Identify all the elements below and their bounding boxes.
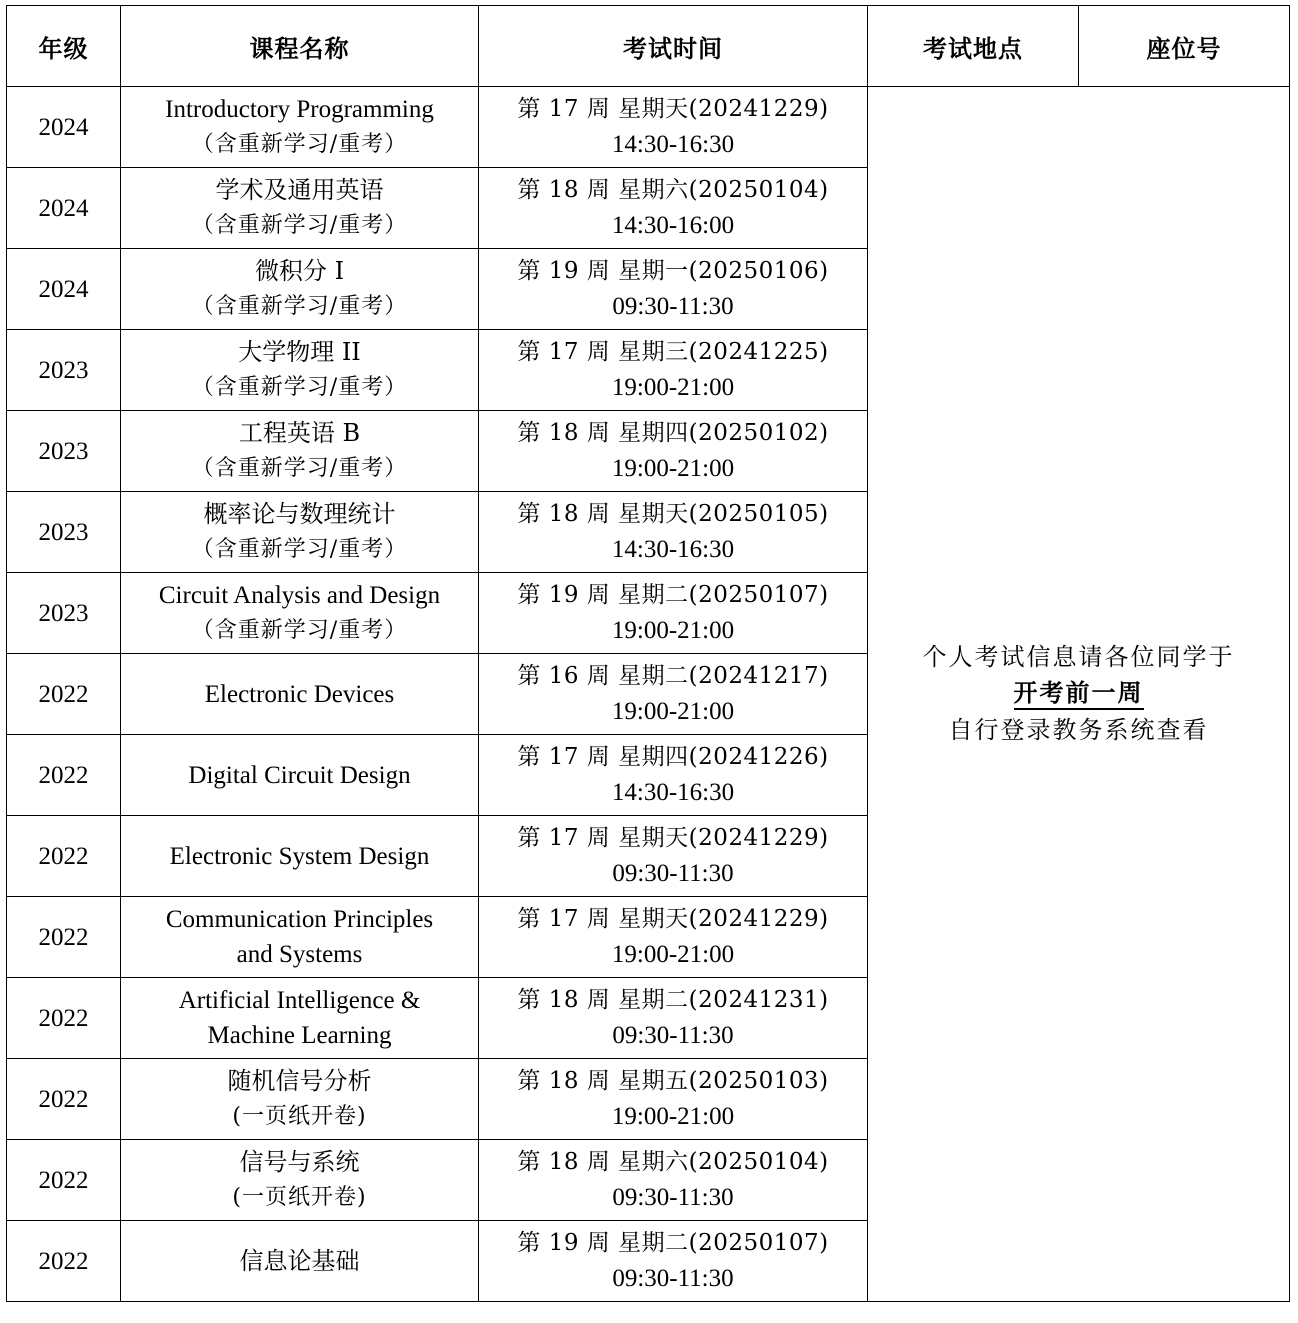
course-note: （含重新学习/重考） — [191, 618, 408, 643]
course-name: 工程英语 B — [238, 419, 361, 447]
exam-week-day: 第 17 周 星期三(20241225) — [517, 339, 829, 365]
exam-time-cell — [479, 1221, 868, 1302]
grade-cell: 2023 — [7, 330, 121, 411]
course-cell — [121, 978, 479, 1059]
grade-cell: 2022 — [7, 897, 121, 978]
exam-time-cell — [479, 492, 868, 573]
note-line-1: 个人考试信息请各位同学于 — [922, 643, 1235, 671]
course-name: 信号与系统 — [239, 1148, 360, 1176]
grade-cell: 2022 — [7, 978, 121, 1059]
exam-week-day: 第 18 周 星期天(20250105) — [517, 501, 829, 527]
course-note: （含重新学习/重考） — [191, 456, 408, 481]
grade-cell: 2023 — [7, 492, 121, 573]
course-note: Machine Learning — [207, 1022, 392, 1049]
table-row — [7, 87, 1290, 168]
exam-week-day: 第 18 周 星期六(20250104) — [517, 177, 829, 203]
exam-time-range: 19:00-21:00 — [611, 1103, 735, 1130]
course-name: 信息论基础 — [239, 1246, 360, 1275]
course-name: 学术及通用英语 — [215, 176, 384, 204]
grade-cell: 2024 — [7, 168, 121, 249]
exam-week-day: 第 18 周 星期五(20250103) — [517, 1068, 829, 1094]
header-time: 考试时间 — [479, 6, 868, 87]
exam-time-range: 14:30-16:30 — [611, 536, 735, 563]
exam-time-range: 14:30-16:30 — [611, 779, 735, 806]
exam-time-cell — [479, 411, 868, 492]
course-cell — [121, 816, 479, 897]
exam-time-range: 14:30-16:30 — [611, 131, 735, 158]
header-course: 课程名称 — [121, 6, 479, 87]
exam-week-day: 第 16 周 星期二(20241217) — [517, 663, 829, 689]
grade-cell: 2022 — [7, 654, 121, 735]
exam-time-cell — [479, 897, 868, 978]
exam-week-day: 第 18 周 星期四(20250102) — [517, 420, 829, 446]
exam-week-day: 第 19 周 星期一(20250106) — [517, 258, 829, 284]
course-note: (一页纸开卷) — [232, 1104, 367, 1129]
course-cell — [121, 897, 479, 978]
exam-time-cell — [479, 1140, 868, 1221]
exam-time-cell — [479, 168, 868, 249]
course-name: 随机信号分析 — [227, 1067, 372, 1095]
course-cell — [121, 1140, 479, 1221]
exam-time-range: 19:00-21:00 — [611, 698, 735, 725]
note-line-3: 自行登录教务系统查看 — [948, 716, 1209, 744]
exam-time-range: 19:00-21:00 — [611, 455, 735, 482]
course-cell — [121, 492, 479, 573]
exam-time-range: 09:30-11:30 — [612, 1265, 734, 1292]
course-note: and Systems — [236, 941, 363, 968]
exam-time-cell — [479, 330, 868, 411]
exam-time-cell — [479, 735, 868, 816]
exam-time-cell — [479, 978, 868, 1059]
course-note: （含重新学习/重考） — [191, 213, 408, 238]
course-name: 大学物理 II — [238, 338, 361, 366]
exam-time-range: 09:30-11:30 — [612, 860, 734, 887]
exam-time-range: 09:30-11:30 — [612, 1184, 734, 1211]
exam-week-day: 第 17 周 星期四(20241226) — [517, 744, 829, 770]
course-cell — [121, 654, 479, 735]
exam-schedule-table — [6, 5, 1290, 1302]
note-line-2-wrapper — [868, 675, 1289, 713]
exam-week-day: 第 18 周 星期六(20250104) — [517, 1149, 829, 1175]
exam-time-range: 09:30-11:30 — [612, 293, 734, 320]
grade-cell: 2023 — [7, 573, 121, 654]
course-note: （含重新学习/重考） — [191, 294, 408, 319]
course-name: 微积分 I — [254, 257, 345, 285]
grade-cell: 2022 — [7, 1140, 121, 1221]
exam-time-cell — [479, 87, 868, 168]
exam-week-day: 第 17 周 星期天(20241229) — [517, 96, 829, 122]
course-note: (一页纸开卷) — [232, 1185, 367, 1210]
exam-time-range: 09:30-11:30 — [612, 1022, 734, 1049]
grade-cell: 2022 — [7, 1059, 121, 1140]
course-cell — [121, 249, 479, 330]
course-name: 概率论与数理统计 — [203, 500, 396, 528]
note-emphasis: 开考前一周 — [1014, 678, 1144, 710]
grade-cell: 2022 — [7, 735, 121, 816]
grade-cell: 2024 — [7, 249, 121, 330]
header-grade: 年级 — [7, 6, 121, 87]
header-row — [7, 6, 1290, 87]
exam-week-day: 第 17 周 星期天(20241229) — [517, 825, 829, 851]
course-cell — [121, 168, 479, 249]
course-cell — [121, 1059, 479, 1140]
grade-cell: 2023 — [7, 411, 121, 492]
course-cell — [121, 411, 479, 492]
exam-week-day: 第 19 周 星期二(20250107) — [517, 1230, 829, 1256]
course-name: Electronic System Design — [169, 842, 430, 870]
header-location: 考试地点 — [868, 6, 1079, 87]
exam-time-range: 19:00-21:00 — [611, 617, 735, 644]
grade-cell: 2022 — [7, 816, 121, 897]
course-cell — [121, 1221, 479, 1302]
grade-cell: 2022 — [7, 1221, 121, 1302]
course-cell — [121, 87, 479, 168]
course-name: Electronic Devices — [204, 680, 395, 708]
course-name: Introductory Programming — [165, 96, 434, 123]
exam-time-range: 14:30-16:00 — [611, 212, 735, 239]
exam-time-cell — [479, 816, 868, 897]
exam-time-cell — [479, 1059, 868, 1140]
course-note: （含重新学习/重考） — [191, 375, 408, 400]
exam-location-note — [868, 87, 1290, 1302]
course-cell — [121, 573, 479, 654]
exam-time-range: 19:00-21:00 — [611, 374, 735, 401]
exam-time-cell — [479, 573, 868, 654]
exam-week-day: 第 19 周 星期二(20250107) — [517, 582, 829, 608]
course-cell — [121, 735, 479, 816]
course-cell — [121, 330, 479, 411]
header-seat: 座位号 — [1079, 6, 1290, 87]
exam-time-range: 19:00-21:00 — [611, 941, 735, 968]
exam-time-cell — [479, 249, 868, 330]
course-name: Digital Circuit Design — [188, 761, 411, 789]
exam-week-day: 第 18 周 星期二(20241231) — [517, 987, 829, 1013]
table-body — [7, 87, 1290, 1302]
grade-cell: 2024 — [7, 87, 121, 168]
course-name: Circuit Analysis and Design — [158, 582, 441, 609]
course-note: （含重新学习/重考） — [191, 537, 408, 562]
course-note: （含重新学习/重考） — [191, 132, 408, 157]
exam-time-cell — [479, 654, 868, 735]
exam-week-day: 第 17 周 星期天(20241229) — [517, 906, 829, 932]
course-name: Communication Principles — [165, 906, 434, 933]
course-name: Artificial Intelligence & — [178, 987, 421, 1014]
